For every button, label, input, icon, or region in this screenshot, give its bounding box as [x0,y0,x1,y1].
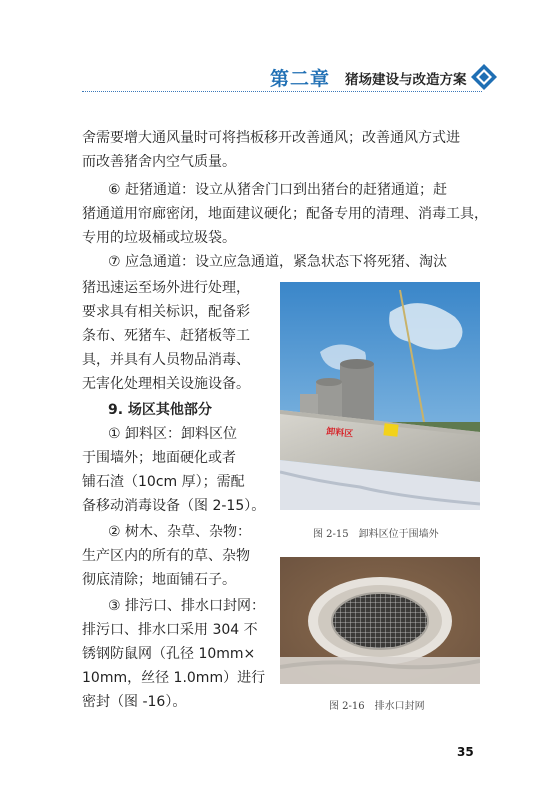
body-line: 密封（图 -16）。 [82,694,187,710]
section-heading: 9. 场区其他部分 [108,402,212,418]
body-line: ① 卸料区：卸料区位 [108,426,238,442]
body-line: 10mm，丝径 1.0mm）进行 [82,670,266,686]
body-line: 备移动消毒设备（图 2-15）。 [82,498,266,514]
body-line: 无害化处理相关设施设备。 [82,376,250,392]
body-line: 于围墙外；地面硬化或者 [82,450,236,466]
body-line: 生产区内的所有的草、杂物 [82,548,250,564]
chapter-label: 第二章 [270,68,331,90]
body-line: 锈钢防鼠网（孔径 10mm× [82,646,256,662]
figure-caption: 图 2-15 卸料区位于围墙外 [313,529,439,540]
body-line: ⑥ 赶猪通道：设立从猪舍门口到出猪台的赶猪通道；赶 [108,182,447,198]
body-line: 猪通道用帘廊密闭，地面建议硬化；配备专用的清理、消毒工具， [82,206,488,222]
page-number: 35 [457,745,474,759]
body-line: ⑦ 应急通道：设立应急通道，紧急状态下将死猪、淘汰 [108,254,447,270]
drain-mesh-photo [280,557,480,684]
body-line: 铺石渣（10cm 厚）；需配 [82,474,245,490]
unloading-area-photo [280,282,480,510]
body-line: 而改善猪舍内空气质量。 [82,154,236,170]
body-line: ③ 排污口、排水口封网： [108,598,266,614]
body-line: ② 树木、杂草、杂物： [108,524,252,540]
body-line: 舍需要增大通风量时可将挡板移开改善通风；改善通风方式进 [82,130,460,146]
body-line: 专用的垃圾桶或垃圾袋。 [82,230,236,246]
body-line: 猪迅速运至场外进行处理， [82,280,250,296]
chapter-title: 猪场建设与改造方案 [345,72,467,88]
sign-text: 卸料区 [325,427,354,440]
body-line: 条布、死猪车、赶猪板等工 [82,328,250,344]
body-line: 要求具有相关标识，配备彩 [82,304,250,320]
diamond-ornament-icon [471,64,497,90]
body-line: 具，并具有人员物品消毒、 [82,352,250,368]
header-rule [82,91,482,92]
body-line: 排污口、排水口采用 304 不 [82,622,258,638]
body-line: 彻底清除；地面铺石子。 [82,572,236,588]
figure-caption: 图 2-16 排水口封网 [329,701,425,712]
